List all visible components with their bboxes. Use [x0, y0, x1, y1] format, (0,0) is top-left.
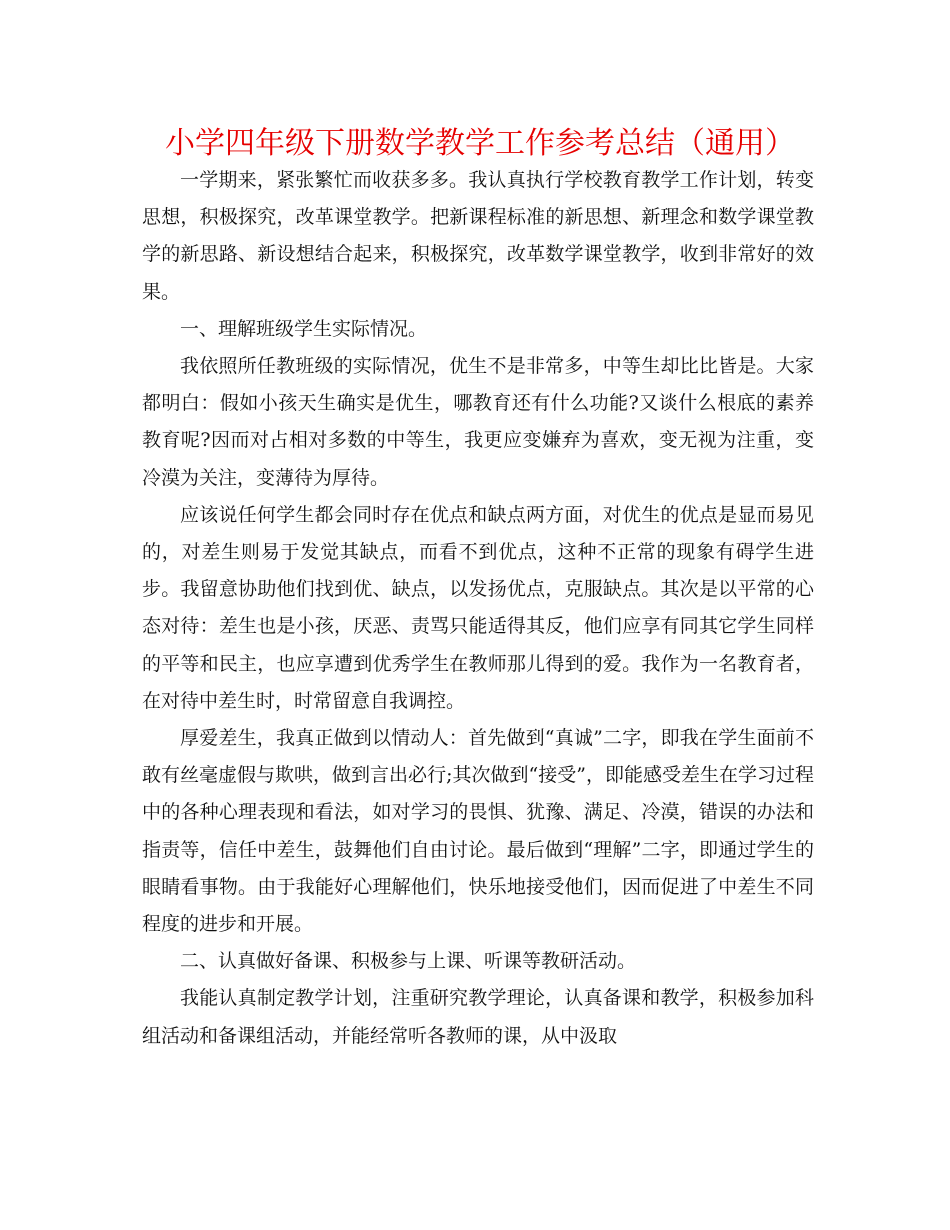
paragraph: 我能认真制定教学计划，注重研究教学理论，认真备课和教学，积极参加科组活动和备课组活动，并能经常听各教师的课，从中汲取	[142, 987, 814, 1047]
section-heading-1: 一、理解班级学生实际情况。	[180, 317, 428, 340]
document-body	[142, 162, 814, 1055]
document-title: 小学四年级下册数学教学工作参考总结（通用）	[165, 126, 795, 161]
paragraph: 厚爱差生，我真正做到以情动人：首先做到“真诚”二字，即我在学生面前不敢有丝毫虚假与欺哄，做到言出必行;其次做到“接受”，即能感受差生在学习过程中的各种心理表现和看法，如对学习的畏惧、犹豫、满足、冷漠，错误的办法和指责等，信任中差生，鼓舞他们自由讨论。最后做到“理解”二字，即通过学生的眼睛看事物。由于我能好心理解他们，快乐地接受他们，因而促进了中差生不同程度的进步和开展。	[142, 727, 814, 936]
paragraph-intro: 一学期来，紧张繁忙而收获多多。我认真执行学校教育教学工作计划，转变思想，积极探究，改革课堂教学。把新课程标准的新思想、新理念和数学课堂教学的新思路、新设想结合起来，积极探究，改革数学课堂教学，收到非常好的效果。	[142, 169, 814, 303]
paragraph: 应该说任何学生都会同时存在优点和缺点两方面，对优生的优点是显而易见的，对差生则易于发觉其缺点，而看不到优点，这种不正常的现象有碍学生进步。我留意协助他们找到优、缺点，以发扬优点，克服缺点。其次是以平常的心态对待：差生也是小孩，厌恶、责骂只能适得其反，他们应享有同其它学生同样的平等和民主，也应享遭到优秀学生在教师那儿得到的爱。我作为一名教育者，在对待中差生时，时常留意自我调控。	[142, 503, 814, 712]
section-heading-2: 二、认真做好备课、积极参与上课、听课等教研活动。	[180, 950, 637, 973]
paragraph: 我依照所任教班级的实际情况，优生不是非常多，中等生却比比皆是。大家都明白：假如小孩天生确实是优生，哪教育还有什么功能?又谈什么根底的素养教育呢?因而对占相对多数的中等生，我更应变嫌弃为喜欢，变无视为注重，变冷漠为关注，变薄待为厚待。	[142, 355, 814, 489]
